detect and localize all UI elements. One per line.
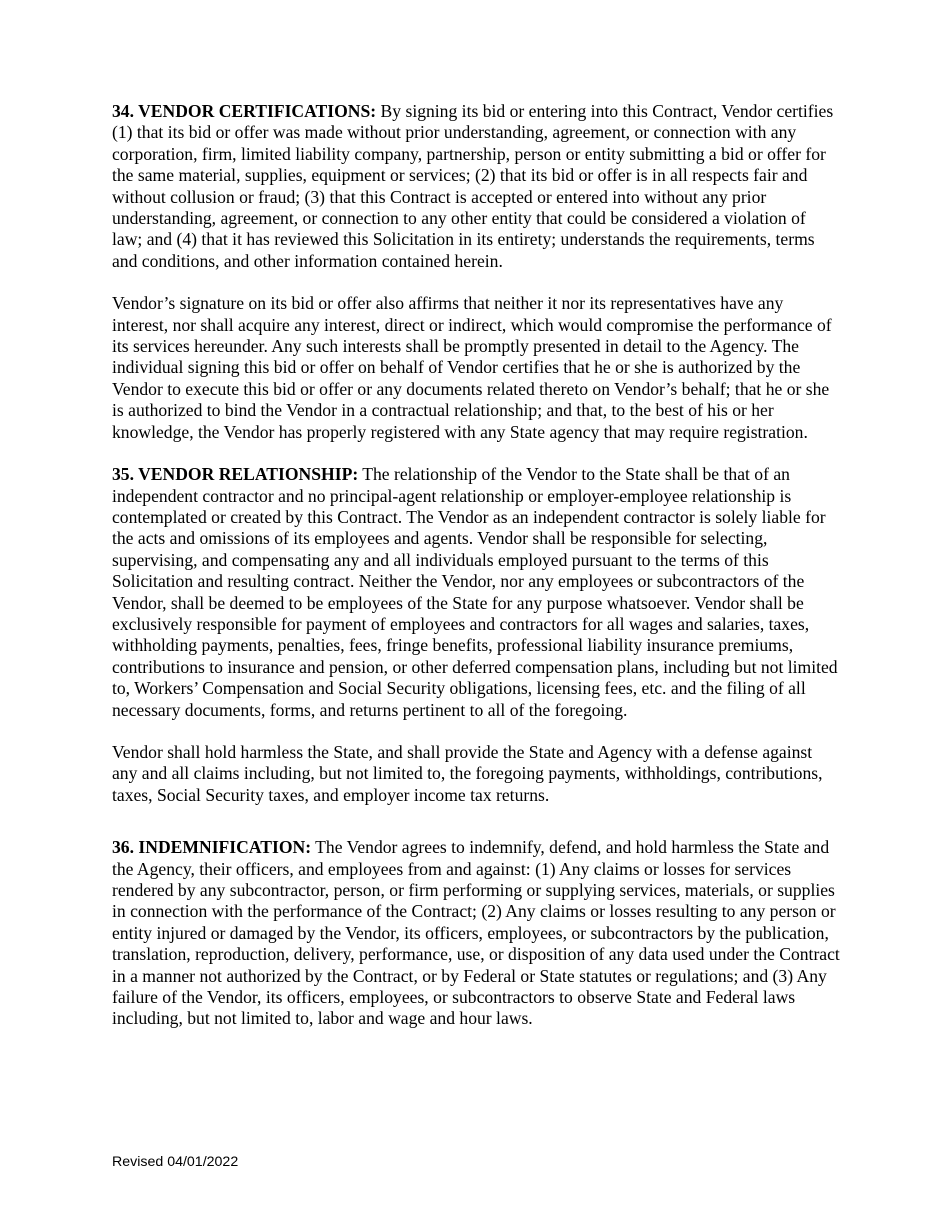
revised-date-footer: Revised 04/01/2022 (112, 1154, 239, 1170)
section-34-paragraph (112, 101, 840, 272)
section-35-heading: 35. VENDOR RELATIONSHIP: (112, 464, 359, 485)
section-34-body: By signing its bid or entering into this Contract, Vendor certifies (1) that its bid or offer was made without prior understanding, agreement, or connection with any corporation, firm, limited liability company, partnership, person or entity submitting a bid or offer for the same material, supplies, equipment or services; (2) that its bid or offer is in all respects fair and without collusion or fraud; (3) that this Contract is accepted or entered into without any prior understanding, agreement, or connection to any other entity that could be considered a violation of law; and (4) that it has reviewed this Solicitation in its entirety; understands the requirements, terms and conditions, and other information contained herein. (112, 101, 834, 271)
document-page (112, 101, 840, 1030)
section-35-paragraph-2: Vendor shall hold harmless the State, and shall provide the State and Agency with a defense against any and all claims including, but not limited to, the foregoing payments, withholdings, contributions, taxes, Social Security taxes, and employer income tax returns. (112, 741, 823, 805)
section-36-body: The Vendor agrees to indemnify, defend, and hold harmless the State and the Agency, their officers, and employees from and against: (1) Any claims or losses for services rendered by any subcontractor, person, or firm performing or supplying services, materials, or supplies in connection with the performance of the Contract; (2) Any claims or losses resulting to any person or entity injured or damaged by the Vendor, its officers, employees, or subcontractors by the publication, translation, reproduction, delivery, performance, use, or disposition of any data used under the Contract in a manner not authorized by the Contract, or by Federal or State statutes or regulations; and (3) Any failure of the Vendor, its officers, employees, or subcontractors to observe State and Federal laws including, but not limited to, labor and wage and hour laws. (112, 837, 840, 1029)
section-35-paragraph (112, 464, 840, 721)
section-36-paragraph (112, 837, 840, 1030)
section-35-body: The relationship of the Vendor to the State shall be that of an independent contractor and no principal-agent relationship or employer-employee relationship is contemplated or created by this Contract. The Vendor as an independent contractor is solely liable for the acts and omissions of its employees and agents. Vendor shall be responsible for selecting, supervising, and compensating any and all individuals employed pursuant to the terms of this Solicitation and resulting contract. Neither the Vendor, nor any employees or subcontractors of the Vendor, shall be deemed to be employees of the State for any purpose whatsoever. Vendor shall be exclusively responsible for payment of employees and contractors for all wages and salaries, taxes, withholding payments, penalties, fees, fringe benefits, professional liability insurance premiums, contributions to insurance and pension, or other deferred compensation plans, including but not limited to, Workers’ Compensation and Social Security obligations, licensing fees, etc. and the filing of all necessary documents, forms, and returns pertinent to all of the foregoing. (112, 464, 838, 720)
section-34-paragraph-2: Vendor’s signature on its bid or offer also affirms that neither it nor its representatives have any interest, nor shall acquire any interest, direct or indirect, which would compromise the performance of its services hereunder. Any such interests shall be promptly presented in detail to the Agency. The individual signing this bid or offer on behalf of Vendor certifies that he or she is authorized by the Vendor to execute this bid or offer or any documents related thereto on Vendor’s behalf; that he or she is authorized to bind the Vendor in a contractual relationship; and that, to the best of his or her knowledge, the Vendor has properly registered with any State agency that may require registration. (112, 293, 832, 442)
section-36-heading: 36. INDEMNIFICATION: (112, 837, 312, 858)
section-34-heading: 34. VENDOR CERTIFICATIONS: (112, 101, 377, 121)
